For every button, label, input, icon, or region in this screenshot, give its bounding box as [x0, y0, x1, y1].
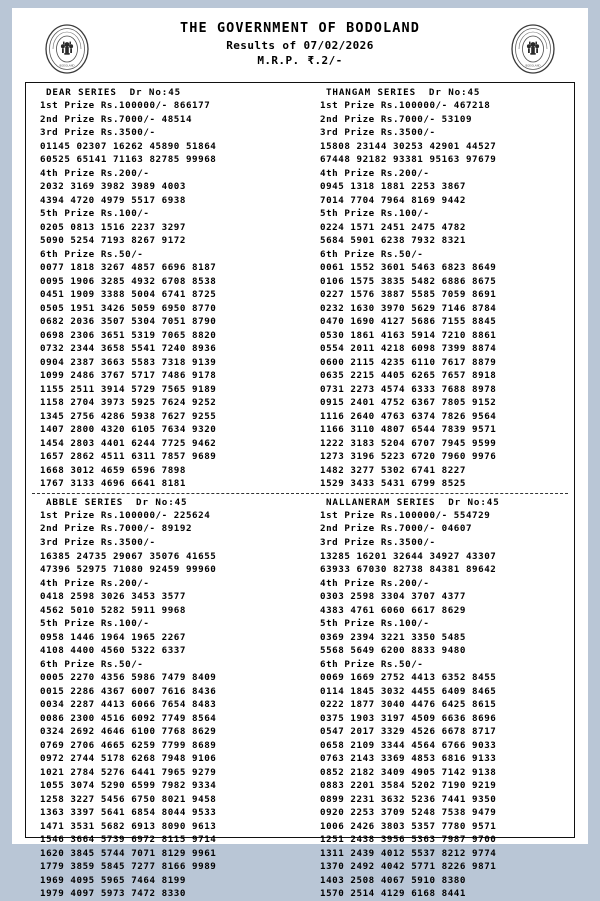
winning-number-row: 1055 3074 5290 6599 7982 9334 [40, 780, 217, 792]
winning-number-row: 01145 02307 16262 45890 51864 [40, 140, 217, 152]
winning-number-row: 0530 1861 4163 5914 7210 8861 [320, 329, 497, 341]
lottery-result-page [12, 8, 588, 900]
winning-number-row: 0015 2286 4367 6007 7616 8436 [40, 685, 217, 697]
prize-heading: 3rd Prize Rs.3500/- [320, 127, 436, 139]
svg-text:BODOLAND: BODOLAND [525, 64, 541, 68]
winning-number-row: 1657 2862 4511 6311 7857 9689 [40, 451, 217, 463]
winning-number-row: 0554 2011 4218 6098 7399 8874 [320, 343, 497, 355]
winning-number-row: 1767 3133 4696 6641 8181 [40, 478, 186, 490]
winning-number-row: 0418 2598 3026 3453 3577 [40, 591, 186, 603]
winning-number-row: 1620 3845 5744 7071 8129 9961 [40, 847, 217, 859]
winning-number-row: 0635 2215 4405 6265 7657 8918 [320, 370, 497, 382]
series-title: DEAR SERIES Dr No:45 [46, 87, 182, 98]
winning-number-row: 60525 65141 71163 82785 99968 [40, 154, 217, 166]
winning-number-row: 1407 2800 4320 6105 7634 9320 [40, 424, 217, 436]
prize-heading: 6th Prize Rs.50/- [320, 248, 424, 260]
winning-number-row: 1251 2438 3956 5363 7987 9700 [320, 834, 497, 846]
winning-number-row: 1363 3397 5641 6854 8044 9533 [40, 807, 217, 819]
mrp-line [12, 54, 588, 67]
winning-number-row: 1021 2784 5276 6441 7965 9279 [40, 766, 217, 778]
winning-number-row: 0958 1446 1964 1965 2267 [40, 631, 186, 643]
document-header [12, 8, 588, 80]
government-seal-icon-left [40, 22, 94, 76]
winning-number-row: 0698 2306 3651 5319 7065 8820 [40, 329, 217, 341]
winning-number-row: 0205 0813 1516 2237 3297 [40, 221, 186, 233]
winning-number-row: 0005 2270 4356 5986 7479 8409 [40, 672, 217, 684]
winning-number-row: 4383 4761 6060 6617 8629 [320, 604, 466, 616]
prize-heading: 3rd Prize Rs.3500/- [320, 536, 436, 548]
section-nallaneram-series [300, 497, 574, 901]
winning-number-row: 0232 1630 3970 5629 7146 8784 [320, 302, 497, 314]
results-date: Results of 07/02/2026 [226, 39, 374, 52]
winning-number-row: 0945 1318 1881 2253 3867 [320, 181, 466, 193]
header-titles [12, 20, 588, 67]
prize-heading: 5th Prize Rs.100/- [40, 208, 150, 220]
prize-heading: 4th Prize Rs.200/- [320, 167, 430, 179]
winning-number-row: 0904 2387 3663 5583 7318 9139 [40, 356, 217, 368]
winning-number-row: 0034 2287 4413 6066 7654 8483 [40, 699, 217, 711]
series-title: ABBLE SERIES Dr No:45 [46, 496, 188, 508]
prize-heading: 2nd Prize Rs.7000/- 04607 [320, 523, 473, 535]
winning-number-row: 1370 2492 4042 5771 8226 9871 [320, 861, 497, 873]
winning-number-row: 0451 1909 3388 5004 6741 8725 [40, 289, 217, 301]
prize-list [40, 99, 300, 491]
winning-number-row: 0061 1552 3601 5463 6823 8649 [320, 262, 497, 274]
winning-number-row: 1529 3433 5431 6799 8525 [320, 478, 466, 490]
results-bottom-half [26, 497, 574, 901]
winning-number-row: 0077 1818 3267 4857 6696 8187 [40, 262, 217, 274]
winning-number-row: 5684 5901 6238 7932 8321 [320, 235, 466, 247]
winning-number-row: 1471 3531 5682 6913 8090 9613 [40, 820, 217, 832]
winning-number-row: 1222 3183 5204 6707 7945 9599 [320, 437, 497, 449]
government-seal-icon-right [506, 22, 560, 76]
section-divider [32, 493, 568, 494]
winning-number-row: 0920 2253 3709 5248 7538 9479 [320, 807, 497, 819]
prize-heading: 2nd Prize Rs.7000/- 53109 [320, 113, 473, 125]
winning-number-row: 1482 3277 5302 6741 8227 [320, 464, 466, 476]
prize-heading: 1st Prize Rs.100000/- 225624 [40, 509, 211, 521]
winning-number-row: 0763 2143 3369 4853 6816 9133 [320, 753, 497, 765]
winning-number-row: 1403 2508 4067 5910 8380 [320, 874, 466, 886]
prize-heading: 5th Prize Rs.100/- [40, 618, 150, 630]
prize-heading: 1st Prize Rs.100000/- 554729 [320, 509, 491, 521]
winning-number-row: 0972 2744 5178 6268 7948 9106 [40, 753, 217, 765]
winning-number-row: 0658 2109 3344 4564 6766 9033 [320, 739, 497, 751]
winning-number-row: 1668 3012 4659 6596 7898 [40, 464, 186, 476]
winning-number-row: 0303 2598 3304 3707 4377 [320, 591, 466, 603]
prize-heading: 1st Prize Rs.100000/- 467218 [320, 100, 491, 111]
prize-heading: 4th Prize Rs.200/- [320, 577, 430, 589]
prize-heading: 3rd Prize Rs.3500/- [40, 127, 156, 139]
page-title: THE GOVERNMENT OF BODOLAND [180, 20, 420, 36]
winning-number-row: 13285 16201 32644 34927 43307 [320, 550, 497, 562]
prize-heading: 6th Prize Rs.50/- [40, 658, 144, 670]
mrp-value: ₹.2/- [307, 54, 343, 67]
winning-number-row: 5568 5649 6200 8833 9480 [320, 645, 466, 657]
winning-number-row: 1454 2803 4401 6244 7725 9462 [40, 437, 217, 449]
series-title: THANGAM SERIES Dr No:45 [326, 87, 481, 98]
winning-number-row: 1979 4097 5973 7472 8330 [40, 888, 186, 900]
winning-number-row: 0369 2394 3221 3350 5485 [320, 631, 466, 643]
winning-number-row: 0106 1575 3835 5482 6886 8675 [320, 275, 497, 287]
winning-number-row: 15808 23144 30253 42901 44527 [320, 140, 497, 152]
winning-number-row: 1099 2486 3767 5717 7486 9178 [40, 370, 217, 382]
svg-text:BODOLAND: BODOLAND [59, 64, 75, 68]
winning-number-row: 5090 5254 7193 8267 9172 [40, 235, 186, 247]
series-title: NALLANERAM SERIES Dr No:45 [326, 496, 500, 508]
winning-number-row: 2032 3169 3982 3989 4003 [40, 181, 186, 193]
prize-heading: 6th Prize Rs.50/- [40, 248, 144, 260]
winning-number-row: 0095 1906 3285 4932 6708 8538 [40, 275, 217, 287]
winning-number-row: 0899 2231 3632 5236 7441 9350 [320, 793, 497, 805]
winning-number-row: 1158 2704 3973 5925 7624 9252 [40, 397, 217, 409]
winning-number-row: 0547 2017 3329 4526 6678 8717 [320, 726, 497, 738]
winning-number-row: 1273 3196 5223 6720 7960 9976 [320, 451, 497, 463]
winning-number-row: 63933 67030 82738 84381 89642 [320, 564, 497, 576]
winning-number-row: 0600 2115 4235 6110 7617 8879 [320, 356, 497, 368]
winning-number-row: 47396 52975 71080 92459 99960 [40, 564, 217, 576]
winning-number-row: 16385 24735 29067 35076 41655 [40, 550, 217, 562]
winning-number-row: 0086 2300 4516 6092 7749 8564 [40, 712, 217, 724]
winning-number-row: 0731 2273 4574 6333 7688 8978 [320, 383, 497, 395]
winning-number-row: 0470 1690 4127 5686 7155 8845 [320, 316, 497, 328]
winning-number-row: 67448 92182 93381 95163 97679 [320, 154, 497, 166]
prize-heading: 5th Prize Rs.100/- [320, 208, 430, 220]
prize-heading: 6th Prize Rs.50/- [320, 658, 424, 670]
winning-number-row: 0769 2706 4665 6259 7799 8689 [40, 739, 217, 751]
winning-number-row: 1006 2426 3803 5357 7780 9571 [320, 820, 497, 832]
results-top-half [26, 87, 574, 491]
prize-list [320, 509, 574, 901]
prize-heading: 3rd Prize Rs.3500/- [40, 536, 156, 548]
prize-heading: 5th Prize Rs.100/- [320, 618, 430, 630]
prize-heading: 2nd Prize Rs.7000/- 48514 [40, 113, 193, 125]
winning-number-row: 0915 2401 4752 6367 7805 9152 [320, 397, 497, 409]
winning-number-row: 0224 1571 2451 2475 4782 [320, 221, 466, 233]
winning-number-row: 0682 2036 3507 5304 7051 8790 [40, 316, 217, 328]
winning-number-row: 1969 4095 5965 7464 8199 [40, 874, 186, 886]
results-frame [25, 82, 575, 900]
winning-number-row: 0114 1845 3032 4455 6409 8465 [320, 685, 497, 697]
prize-list [40, 509, 300, 901]
prize-heading: 1st Prize Rs.100000/- 866177 [40, 100, 211, 111]
winning-number-row: 1155 2511 3914 5729 7565 9189 [40, 383, 217, 395]
winning-number-row: 0852 2182 3409 4905 7142 9138 [320, 766, 497, 778]
winning-number-row: 0883 2201 3584 5202 7190 9219 [320, 780, 497, 792]
prize-heading: 2nd Prize Rs.7000/- 89192 [40, 523, 193, 535]
section-thangam-series [300, 87, 574, 491]
winning-number-row: 7014 7704 7964 8169 9442 [320, 194, 466, 206]
winning-number-row: 1546 3664 5739 6972 8115 9714 [40, 834, 217, 846]
winning-number-row: 1570 2514 4129 6168 8441 [320, 888, 466, 900]
winning-number-row: 1116 2640 4763 6374 7826 9564 [320, 410, 497, 422]
prize-heading: 4th Prize Rs.200/- [40, 577, 150, 589]
winning-number-row: 0069 1669 2752 4413 6352 8455 [320, 672, 497, 684]
winning-number-row: 4108 4400 4560 5322 6337 [40, 645, 186, 657]
winning-number-row: 1258 3227 5456 6750 8021 9458 [40, 793, 217, 805]
winning-number-row: 0732 2344 3658 5541 7240 8936 [40, 343, 217, 355]
winning-number-row: 0505 1951 3426 5059 6950 8770 [40, 302, 217, 314]
winning-number-row: 1345 2756 4286 5938 7627 9255 [40, 410, 217, 422]
winning-number-row: 4394 4720 4979 5517 6938 [40, 194, 186, 206]
winning-number-row: 1166 3110 4807 6544 7839 9571 [320, 424, 497, 436]
prize-heading: 4th Prize Rs.200/- [40, 167, 150, 179]
winning-number-row: 0222 1877 3040 4476 6425 8615 [320, 699, 497, 711]
section-abble-series [26, 497, 300, 901]
mrp-label: M.R.P. [257, 54, 300, 67]
prize-list [320, 99, 574, 491]
winning-number-row: 4562 5010 5282 5911 9968 [40, 604, 186, 616]
winning-number-row: 0227 1576 3887 5585 7059 8691 [320, 289, 497, 301]
section-dear-series [26, 87, 300, 491]
winning-number-row: 0324 2692 4646 6100 7768 8629 [40, 726, 217, 738]
winning-number-row: 1311 2439 4012 5537 8212 9774 [320, 847, 497, 859]
winning-number-row: 1779 3859 5845 7277 8166 9989 [40, 861, 217, 873]
winning-number-row: 0375 1903 3197 4509 6636 8696 [320, 712, 497, 724]
